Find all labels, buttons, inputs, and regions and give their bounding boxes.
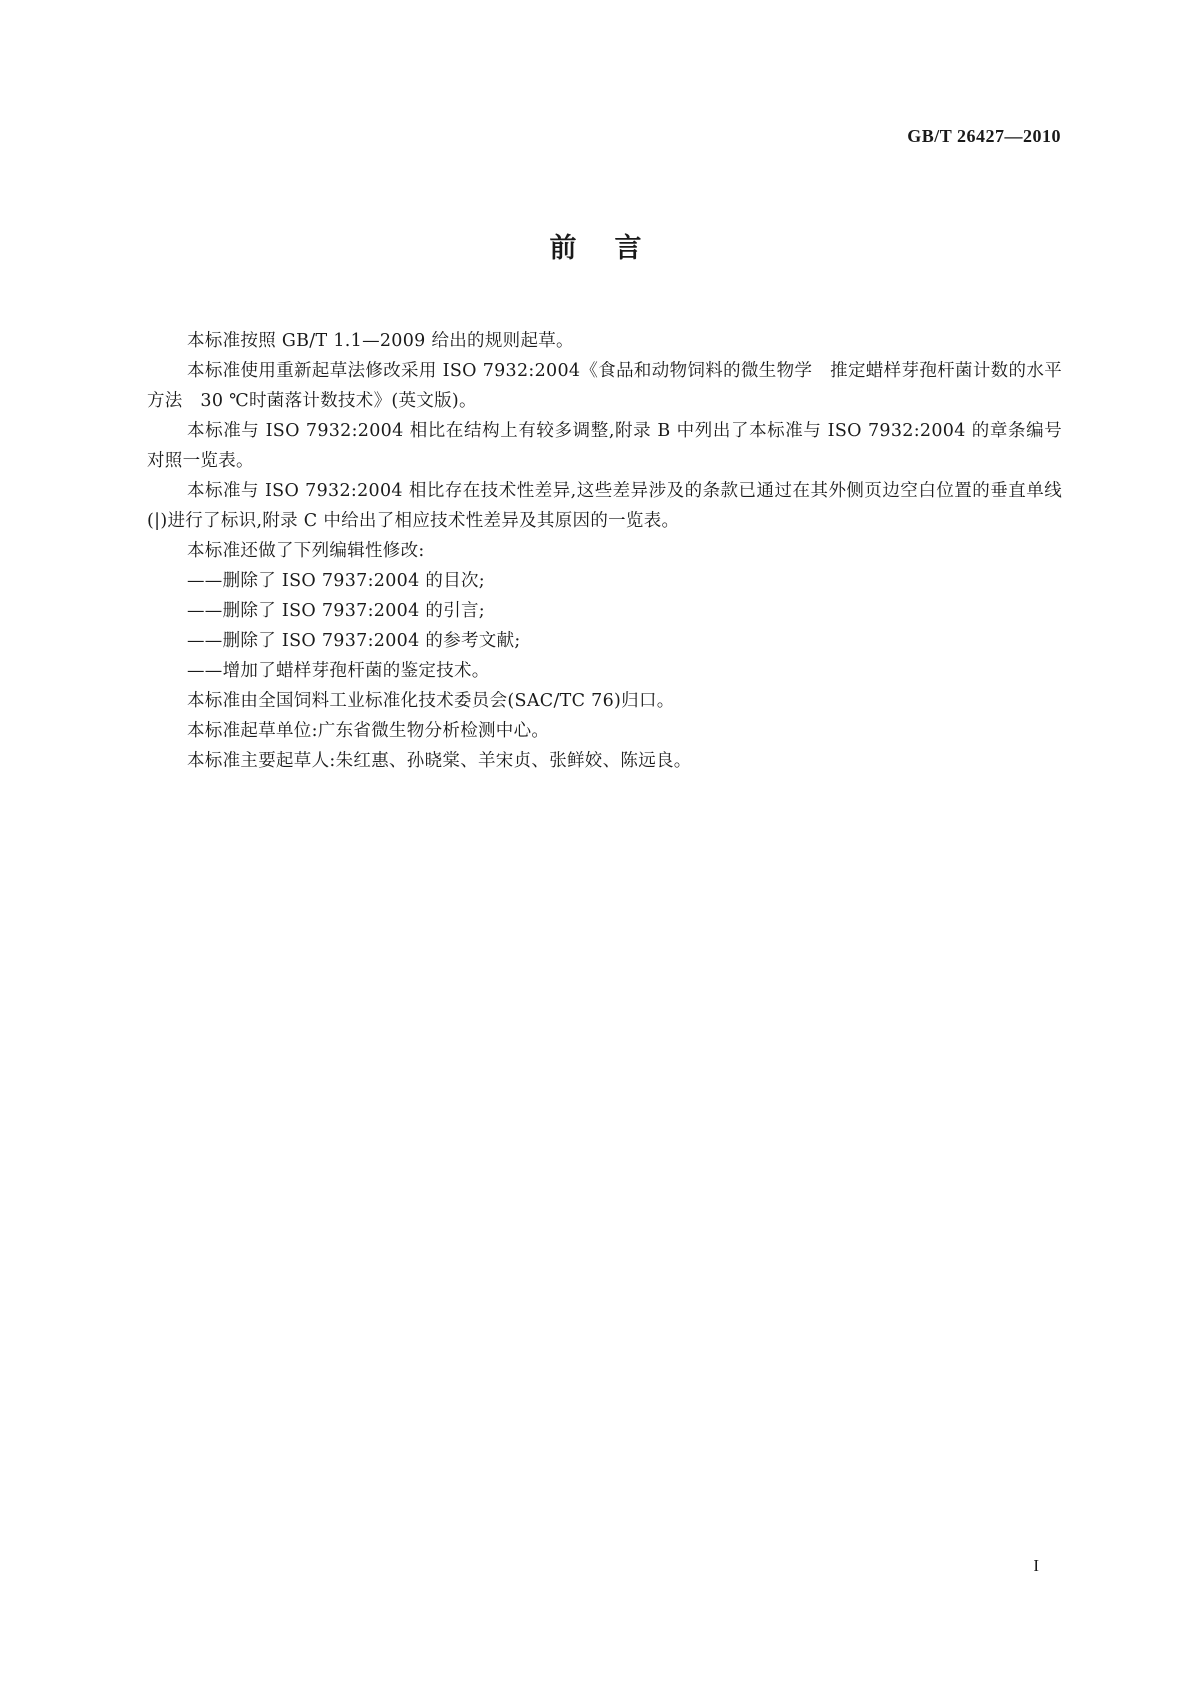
list-item: ——删除了 ISO 7937:2004 的引言; bbox=[187, 601, 486, 621]
paragraph-editorial-intro: 本标准还做了下列编辑性修改: bbox=[187, 541, 425, 561]
document-body bbox=[147, 326, 1062, 776]
paragraph-drafting-rule: 本标准按照 GB/T 1.1—2009 给出的规则起草。 bbox=[187, 331, 574, 351]
list-item: ——删除了 ISO 7937:2004 的目次; bbox=[187, 571, 486, 591]
standard-number: GB/T 26427—2010 bbox=[907, 126, 1061, 146]
paragraph-technical-differences: 本标准与 ISO 7932:2004 相比存在技术性差异,这些差异涉及的条款已通过在其外侧页边空白位置的垂直单线(|)进行了标识,附录 C 中给出了相应技术性差异及其原因的一览表。 bbox=[147, 481, 1062, 531]
page-number: I bbox=[1033, 1556, 1039, 1575]
page-title: 前言 bbox=[549, 233, 680, 264]
paragraph-adoption: 本标准使用重新起草法修改采用 ISO 7932:2004《食品和动物饲料的微生物学 推定蜡样芽孢杆菌计数的水平方法 30 ℃时菌落计数技术》(英文版)。 bbox=[147, 361, 1062, 411]
paragraph-committee: 本标准由全国饲料工业标准化技术委员会(SAC/TC 76)归口。 bbox=[187, 691, 675, 711]
list-item: ——删除了 ISO 7937:2004 的参考文献; bbox=[187, 631, 521, 651]
paragraph-drafters: 本标准主要起草人:朱红惠、孙晓棠、羊宋贞、张鲜姣、陈远良。 bbox=[187, 751, 692, 771]
paragraph-drafting-unit: 本标准起草单位:广东省微生物分析检测中心。 bbox=[187, 721, 550, 741]
list-item: ——增加了蜡样芽孢杆菌的鉴定技术。 bbox=[187, 661, 490, 681]
paragraph-structure-changes: 本标准与 ISO 7932:2004 相比在结构上有较多调整,附录 B 中列出了本标准与 ISO 7932:2004 的章条编号对照一览表。 bbox=[147, 421, 1062, 471]
